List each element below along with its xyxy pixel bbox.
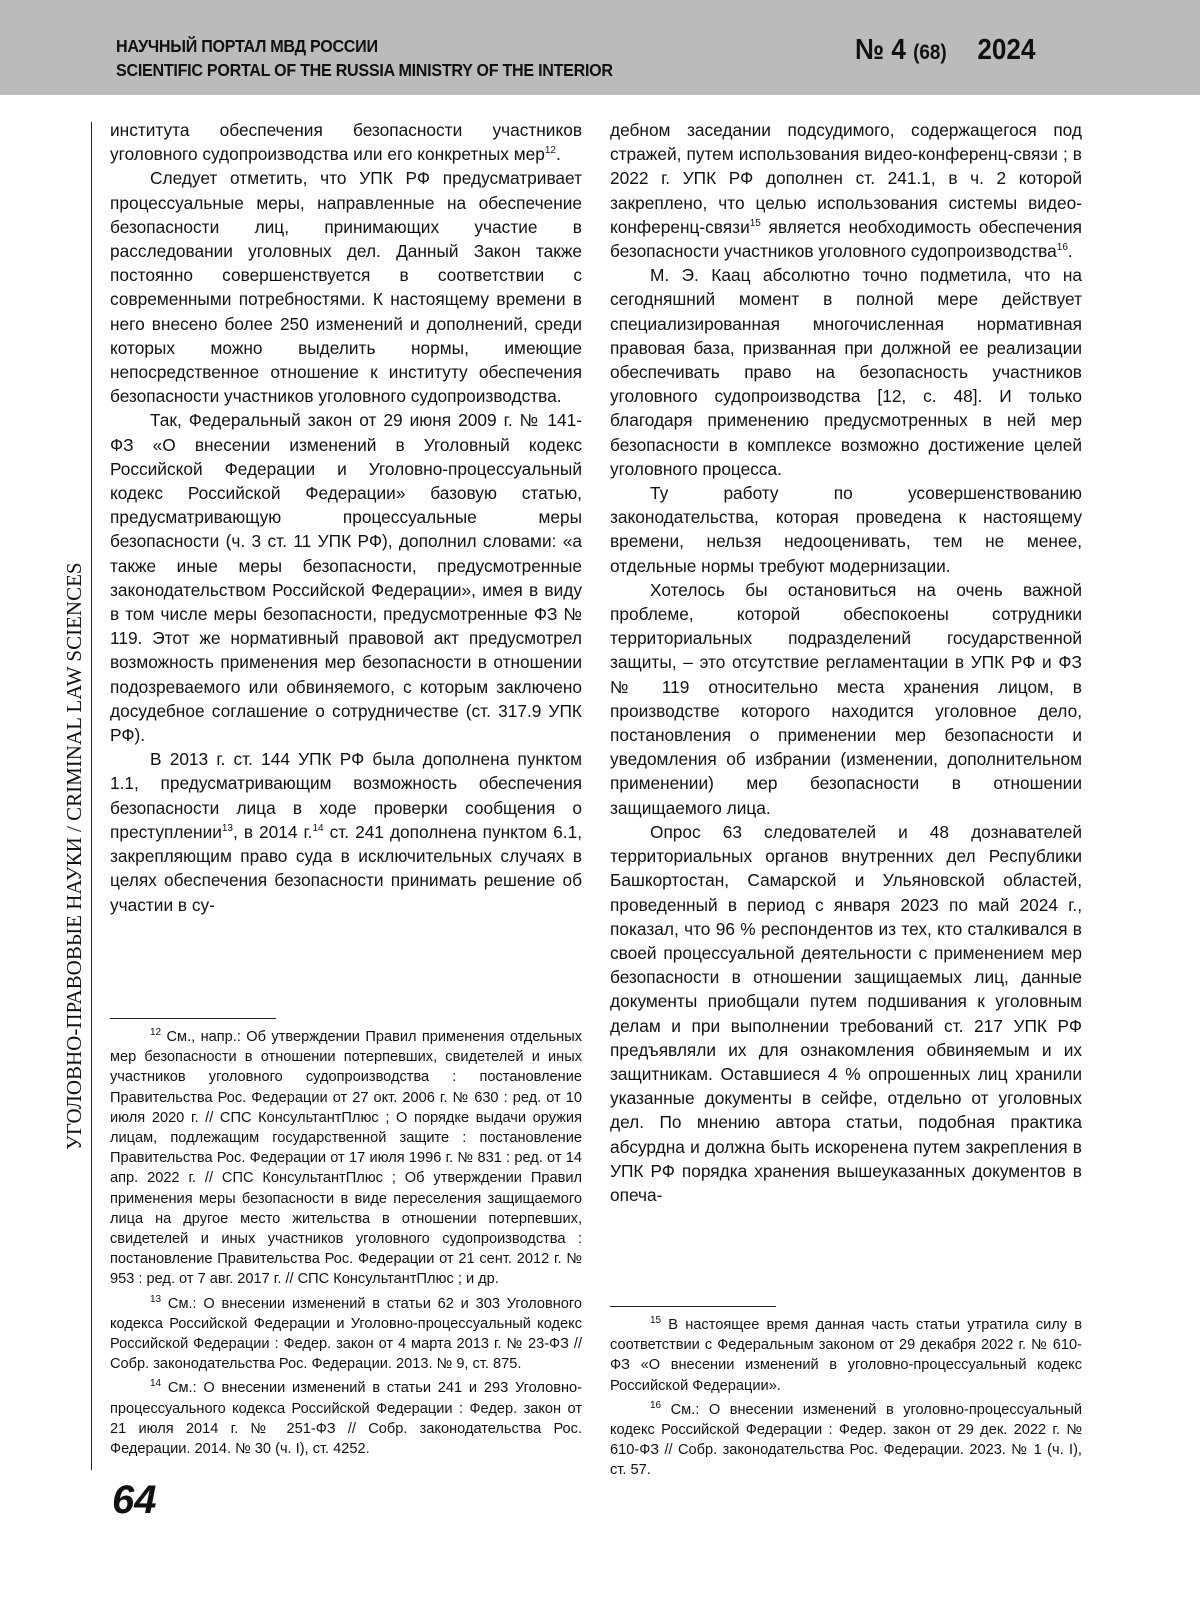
issue-year: 2024: [977, 34, 1035, 66]
footnote-divider: [110, 1018, 276, 1019]
footnotes-right: [610, 1306, 1082, 1485]
footnote: 14 См.: О внесении изменений в статьи 241 и 293 Уголовно-процессуального кодекса Российской Федерации : Федер. закон от 21 июля 2014 г. № 251-ФЗ // Собр. законодательства Рос. Федерации. 2014. № 30 (ч. I), ст. 4252.: [110, 1378, 582, 1459]
issue-number: № 4: [855, 34, 906, 66]
footnote: 15 В настоящее время данная часть статьи утратила силу в соответствии с Федеральным законом от 29 декабря 2022 г. № 610-ФЗ «О внесении изменений в уголовно-процессуальный кодекс Российской Федерации».: [610, 1315, 1082, 1396]
footnote: 16 См.: О внесении изменений в уголовно-процессуальный кодекс Российской Федерации : Федер. закон от 29 дек. 2022 г. № 610-ФЗ // Собр. законодательства Рос. Федерации. 2023. № 1 (ч. I), ст. 57.: [610, 1400, 1082, 1481]
journal-title-en: SCIENTIFIC PORTAL OF THE RUSSIA MINISTRY OF THE INTERIOR: [116, 60, 613, 81]
paragraph: института обеспечения безопасности участников уголовного судопроизводства или его конкретных мер12.: [110, 118, 582, 166]
section-title-vertical: УГОЛОВНО-ПРАВОВЫЕ НАУКИ / CRIMINAL LAW SCIENCES: [62, 450, 87, 1150]
issue-info: [855, 34, 1035, 67]
footnote-ref: 15: [750, 218, 761, 229]
paragraph: Следует отметить, что УПК РФ предусматривает процессуальные меры, направленные на обеспечение безопасности лиц, принимающих участие в расследовании уголовных дел. Данный Закон также постоянно совершенствуется в соответствии с современными потребностями. К настоящему времени в него внесено более 250 изменений и дополнений, среди которых можно выделить нормы, имеющие непосредственное отношение к институту обеспечения безопасности участников уголовного судопроизводства.: [110, 166, 582, 408]
right-column: [610, 118, 1082, 1207]
footnote-divider: [610, 1306, 776, 1307]
footnote: 13 См.: О внесении изменений в статьи 62 и 303 Уголовного кодекса Российской Федерации и Уголовно-процессуальный кодекс Российской Федерации : Федер. закон от 4 марта 2013 г. № 23-ФЗ // Собр. законодательства Рос. Федерации. 2013. № 9, ст. 875.: [110, 1294, 582, 1375]
left-column: [110, 118, 582, 917]
footnote-ref: 13: [222, 823, 233, 834]
paragraph: Ту работу по усовершенствованию законодательства, которая проведена к настоящему времени, нельзя недооценивать, тем не менее, отдельные нормы требуют модернизации.: [610, 481, 1082, 578]
page-number: 64: [112, 1478, 157, 1523]
paragraph: М. Э. Каац абсолютно точно подметила, что на сегодняшний момент в полной мере действует специализированная многочисленная нормативная правовая база, призванная при должной ее реализации обеспечивать право на безопасность участников уголовного судопроизводства [12, с. 48]. И только благодаря применению предусмотренных в ней мер безопасности в комплексе возможно достижение целей уголовного процесса.: [610, 263, 1082, 481]
journal-header: [0, 0, 1200, 95]
paragraph: Хотелось бы остановиться на очень важной проблеме, которой обеспокоены сотрудники территориальных подразделений государственной защиты, – это отсутствие регламентации в УПК РФ и ФЗ № 119 относительно места хранения лицом, в производстве которого находится уголовное дело, постановления о применении мер безопасности и уведомления об избрании (изменении, дополнительном применении) мер безопасности в отношении защищаемого лица.: [610, 578, 1082, 820]
paragraph: В 2013 г. ст. 144 УПК РФ была дополнена пунктом 1.1, предусматривающим возможность обеспечения безопасности лица в ходе проверки сообщения о преступлении13, в 2014 г.14 ст. 241 дополнена пунктом 6.1, закрепляющим право суда в исключительных случаях в целях обеспечения безопасности принимать решение об участии в су-: [110, 747, 582, 916]
footnote-ref: 12: [545, 145, 556, 156]
footnote-ref: 14: [312, 823, 323, 834]
footnote: 12 См., напр.: Об утверждении Правил применения отдельных мер безопасности в отношении потерпевших, свидетелей и иных участников уголовного судопроизводства : постановление Правительства Рос. Федерации от 27 окт. 2006 г. № 630 : ред. от 10 июля 2020 г. // СПС КонсультантПлюс ; О порядке выдачи оружия лицам, подлежащим государственной защите : постановление Правительства Рос. Федерации от 17 июля 1996 г. № 831 : ред. от 14 апр. 2022 г. // СПС КонсультантПлюс ; Об утверждении Правил применения меры безопасности в виде переселения защищаемого лица на другое место жительства в отношении потерпевших, свидетелей и иных участников уголовного судопроизводства : постановление Правительства Рос. Федерации от 21 сент. 2012 г. № 953 : ред. от 7 авг. 2017 г. // СПС КонсультантПлюс ; и др.: [110, 1027, 582, 1290]
issue-total: (68): [913, 41, 947, 64]
paragraph: дебном заседании подсудимого, содержащегося под стражей, путем использования видео-конференц-связи ; в 2022 г. УПК РФ дополнен ст. 241.1, в ч. 2 которой закреплено, что целью использования системы видео-конференц-связи15 является необходимость обеспечения безопасности участников уголовного судопроизводства16.: [610, 118, 1082, 263]
margin-rule: [91, 122, 92, 1470]
journal-title-ru: НАУЧНЫЙ ПОРТАЛ МВД РОССИИ: [116, 36, 378, 57]
paragraph: Опрос 63 следователей и 48 дознавателей территориальных органов внутренних дел Республики Башкортостан, Самарской и Ульяновской областей, проведенный в период с января 2023 по май 2024 г., показал, что 96 % респондентов из тех, кто сталкивался в своей процессуальной деятельности с применением мер безопасности в отношении защищаемых лиц, данные документы приобщали путем подшивания к уголовным делам и при выполнении требований ст. 217 УПК РФ предъявляли их для ознакомления обвиняемым и их защитникам. Оставшиеся 4 % опрошенных лиц хранили указанные документы в сейфе, отдельно от уголовных дел. По мнению автора статьи, подобная практика абсурдна и должна быть искоренена путем закрепления в УПК РФ порядка хранения вышеуказанных документов в опеча-: [610, 820, 1082, 1207]
footnote-ref: 16: [1057, 242, 1068, 253]
paragraph: Так, Федеральный закон от 29 июня 2009 г. № 141-ФЗ «О внесении изменений в Уголовный кодекс Российской Федерации и Уголовно-процессуальный кодекс Российской Федерации» базовую статью, предусматривающую процессуальные меры безопасности (ч. 3 ст. 11 УПК РФ), дополнил словами: «а также иные меры безопасности, предусмотренные законодательством Российской Федерации», имея в виду в том числе меры безопасности, предусмотренные ФЗ № 119. Этот же нормативный правовой акт предусмотрел возможность применения мер безопасности в отношении подозреваемого или обвиняемого, с которым заключено досудебное соглашение о сотрудничестве (ст. 317.9 УПК РФ).: [110, 408, 582, 747]
footnotes-left: [110, 1018, 582, 1463]
